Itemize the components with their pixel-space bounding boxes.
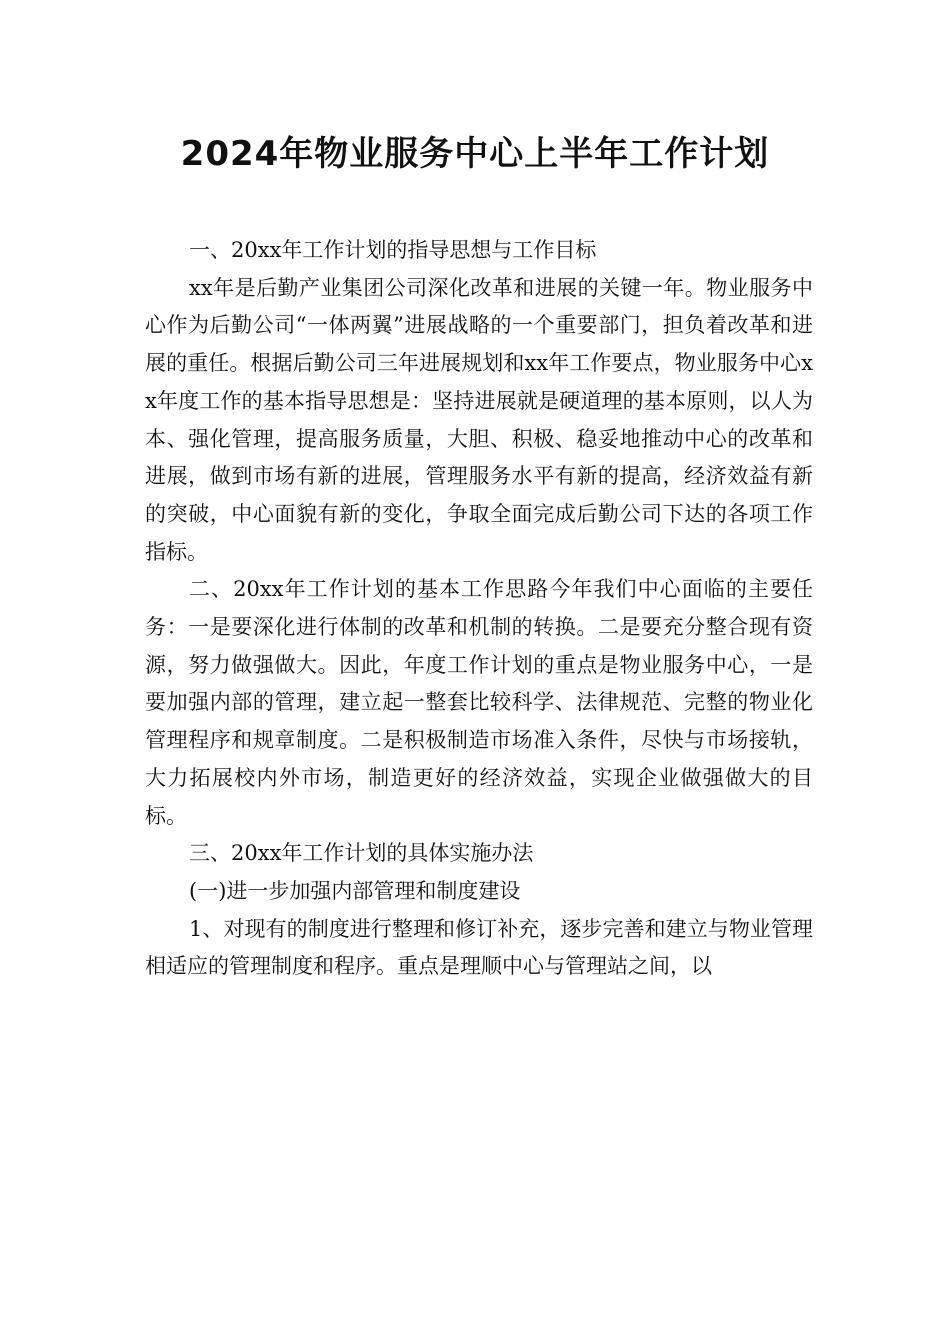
- paragraph-work-approach: 二、20xx年工作计划的基本工作思路今年我们中心面临的主要任务：一是要深化进行体制的改革和机制的转换。二是要充分整合现有资源，努力做强做大。因此，年度工作计划的重点是物业服务中心，一是要加强内部的管理，建立起一整套比较科学、法律规范、完整的物业化管理程序和规章制度。二是积极制造市场准入条件，尽快与市场接轨，大力拓展校内外市场，制造更好的经济效益，实现企业做强做大的目标。: [145, 577, 813, 828]
- document-body: [145, 232, 813, 986]
- paragraph-item-1: 1、对现有的制度进行整理和修订补充，逐步完善和建立与物业管理相适应的管理制度和程序。重点是理顺中心与管理站之间，以: [145, 916, 813, 979]
- section-heading-1: 一、20xx年工作计划的指导思想与工作目标: [189, 238, 597, 262]
- document-title: 2024年物业服务中心上半年工作计划: [180, 134, 770, 174]
- paragraph-guiding-thought: xx年是后勤产业集团公司深化改革和进展的关键一年。物业服务中心作为后勤公司“一体两翼”进展战略的一个重要部门，担负着改革和进展的重任。根据后勤公司三年进展规划和xx年工作要点，物业服务中心xx年度工作的基本指导思想是：坚持进展就是硬道理的基本原则，以人为本、强化管理，提高服务质量，大胆、积极、稳妥地推动中心的改革和进展，做到市场有新的进展，管理服务水平有新的提高，经济效益有新的突破，中心面貌有新的变化，争取全面完成后勤公司下达的各项工作指标。: [145, 275, 813, 564]
- section-heading-3: 三、20xx年工作计划的具体实施办法: [189, 841, 534, 866]
- subsection-heading-1: (一)进一步加强内部管理和制度建设: [189, 878, 521, 903]
